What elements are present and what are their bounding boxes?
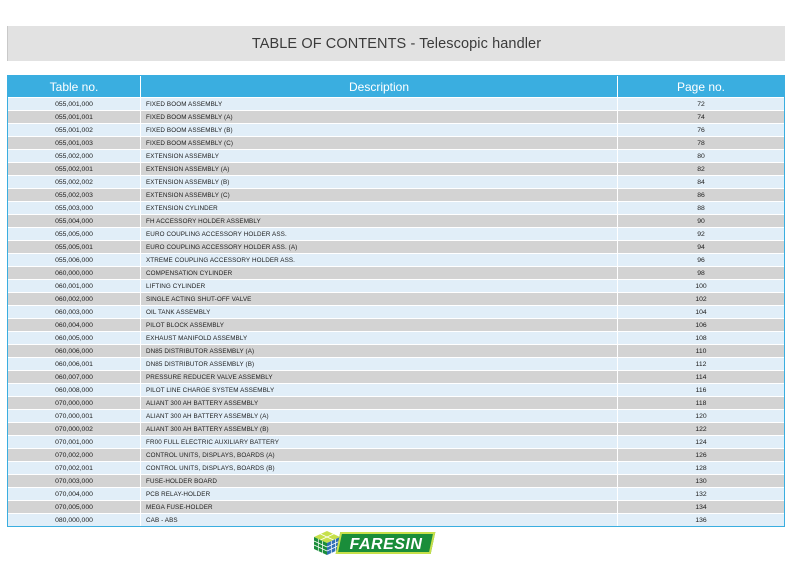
page-no-cell: 124 bbox=[695, 438, 707, 446]
page-no-cell: 106 bbox=[695, 321, 707, 329]
table-row bbox=[8, 97, 784, 110]
table-no-cell: 060,001,000 bbox=[55, 282, 93, 290]
page-no-cell: 72 bbox=[697, 100, 705, 108]
table-row bbox=[8, 214, 784, 227]
page-no-cell: 88 bbox=[697, 204, 705, 212]
table-no-cell: 070,002,000 bbox=[55, 451, 93, 459]
description-cell: LIFTING CYLINDER bbox=[140, 280, 618, 292]
table-row bbox=[8, 500, 784, 513]
table-row bbox=[8, 201, 784, 214]
page-no-cell: 134 bbox=[695, 503, 707, 511]
description-cell: FIXED BOOM ASSEMBLY (B) bbox=[140, 124, 618, 136]
description-cell: PILOT LINE CHARGE SYSTEM ASSEMBLY bbox=[140, 384, 618, 396]
page-no-cell: 86 bbox=[697, 191, 705, 199]
table-row bbox=[8, 253, 784, 266]
table-no-cell: 070,004,000 bbox=[55, 490, 93, 498]
table-row bbox=[8, 396, 784, 409]
table-no-cell: 060,002,000 bbox=[55, 295, 93, 303]
page-no-cell: 98 bbox=[697, 269, 705, 277]
description-cell: CAB - ABS bbox=[140, 514, 618, 526]
description-cell: PRESSURE REDUCER VALVE ASSEMBLY bbox=[140, 371, 618, 383]
page-no-cell: 74 bbox=[697, 113, 705, 121]
logo-wordmark bbox=[336, 532, 436, 554]
description-cell: FUSE-HOLDER BOARD bbox=[140, 475, 618, 487]
table-no-cell: 055,004,000 bbox=[55, 217, 93, 225]
page-no-cell: 92 bbox=[697, 230, 705, 238]
description-cell: FIXED BOOM ASSEMBLY bbox=[140, 98, 618, 110]
description-cell: EXTENSION ASSEMBLY bbox=[140, 150, 618, 162]
header-page-no: Page no. bbox=[676, 79, 726, 94]
page-no-cell: 76 bbox=[697, 126, 705, 134]
description-cell: EXHAUST MANIFOLD ASSEMBLY bbox=[140, 332, 618, 344]
description-cell: CONTROL UNITS, DISPLAYS, BOARDS (B) bbox=[140, 462, 618, 474]
table-header bbox=[8, 76, 784, 97]
table-row bbox=[8, 422, 784, 435]
table-row bbox=[8, 162, 784, 175]
page-no-cell: 122 bbox=[695, 425, 707, 433]
page-no-cell: 108 bbox=[695, 334, 707, 342]
table-row bbox=[8, 331, 784, 344]
table-no-cell: 070,000,000 bbox=[55, 399, 93, 407]
table-row bbox=[8, 474, 784, 487]
table-no-cell: 055,001,001 bbox=[55, 113, 93, 121]
description-cell: SINGLE ACTING SHUT-OFF VALVE bbox=[140, 293, 618, 305]
table-row bbox=[8, 344, 784, 357]
page-no-cell: 120 bbox=[695, 412, 707, 420]
description-cell: OIL TANK ASSEMBLY bbox=[140, 306, 618, 318]
page-no-cell: 136 bbox=[695, 516, 707, 524]
table-no-cell: 060,008,000 bbox=[55, 386, 93, 394]
page-no-cell: 130 bbox=[695, 477, 707, 485]
description-cell: EXTENSION ASSEMBLY (A) bbox=[140, 163, 618, 175]
page-no-cell: 78 bbox=[697, 139, 705, 147]
table-no-cell: 080,000,000 bbox=[55, 516, 93, 524]
table-no-cell: 070,002,001 bbox=[55, 464, 93, 472]
page-no-cell: 82 bbox=[697, 165, 705, 173]
table-no-cell: 055,001,003 bbox=[55, 139, 93, 147]
faresin-logo bbox=[312, 530, 446, 556]
description-cell: XTREME COUPLING ACCESSORY HOLDER ASS. bbox=[140, 254, 618, 266]
page-no-cell: 80 bbox=[697, 152, 705, 160]
description-cell: PILOT BLOCK ASSEMBLY bbox=[140, 319, 618, 331]
description-cell: PCB RELAY-HOLDER bbox=[140, 488, 618, 500]
page-no-cell: 112 bbox=[695, 360, 707, 368]
description-cell: DN85 DISTRIBUTOR ASSEMBLY (B) bbox=[140, 358, 618, 370]
table-row bbox=[8, 227, 784, 240]
table-row bbox=[8, 461, 784, 474]
description-cell: FIXED BOOM ASSEMBLY (C) bbox=[140, 137, 618, 149]
table-row bbox=[8, 175, 784, 188]
table-no-cell: 070,003,000 bbox=[55, 477, 93, 485]
header-description: Description bbox=[140, 76, 618, 97]
table-no-cell: 070,000,001 bbox=[55, 412, 93, 420]
table-row bbox=[8, 292, 784, 305]
description-cell: DN85 DISTRIBUTOR ASSEMBLY (A) bbox=[140, 345, 618, 357]
page-no-cell: 114 bbox=[695, 373, 707, 381]
table-body bbox=[8, 97, 784, 526]
page-no-cell: 128 bbox=[695, 464, 707, 472]
description-cell: EURO COUPLING ACCESSORY HOLDER ASS. bbox=[140, 228, 618, 240]
page-no-cell: 102 bbox=[695, 295, 707, 303]
description-cell: EXTENSION ASSEMBLY (B) bbox=[140, 176, 618, 188]
description-cell: EXTENSION CYLINDER bbox=[140, 202, 618, 214]
description-cell: MEGA FUSE-HOLDER bbox=[140, 501, 618, 513]
table-row bbox=[8, 149, 784, 162]
table-no-cell: 055,002,003 bbox=[55, 191, 93, 199]
table-no-cell: 060,004,000 bbox=[55, 321, 93, 329]
table-no-cell: 070,005,000 bbox=[55, 503, 93, 511]
table-row bbox=[8, 383, 784, 396]
description-cell: EURO COUPLING ACCESSORY HOLDER ASS. (A) bbox=[140, 241, 618, 253]
description-cell: FIXED BOOM ASSEMBLY (A) bbox=[140, 111, 618, 123]
table-row bbox=[8, 136, 784, 149]
page-no-cell: 90 bbox=[697, 217, 705, 225]
table-no-cell: 060,007,000 bbox=[55, 373, 93, 381]
table-no-cell: 060,005,000 bbox=[55, 334, 93, 342]
table-no-cell: 055,006,000 bbox=[55, 256, 93, 264]
table-row bbox=[8, 370, 784, 383]
table-no-cell: 055,002,000 bbox=[55, 152, 93, 160]
page-no-cell: 116 bbox=[695, 386, 707, 394]
table-no-cell: 070,000,002 bbox=[55, 425, 93, 433]
page-no-cell: 104 bbox=[695, 308, 707, 316]
table-no-cell: 055,005,000 bbox=[55, 230, 93, 238]
table-row bbox=[8, 266, 784, 279]
table-no-cell: 060,006,000 bbox=[55, 347, 93, 355]
table-row bbox=[8, 123, 784, 136]
table-row bbox=[8, 305, 784, 318]
description-cell: FR00 FULL ELECTRIC AUXILIARY BATTERY bbox=[140, 436, 618, 448]
description-cell: ALIANT 300 AH BATTERY ASSEMBLY (A) bbox=[140, 410, 618, 422]
description-cell: ALIANT 300 AH BATTERY ASSEMBLY bbox=[140, 397, 618, 409]
table-no-cell: 060,006,001 bbox=[55, 360, 93, 368]
table-no-cell: 055,002,002 bbox=[55, 178, 93, 186]
page-no-cell: 96 bbox=[697, 256, 705, 264]
page-no-cell: 94 bbox=[697, 243, 705, 251]
header-table-no: Table no. bbox=[49, 79, 99, 94]
table-row bbox=[8, 318, 784, 331]
table-no-cell: 055,002,001 bbox=[55, 165, 93, 173]
page-no-cell: 100 bbox=[695, 282, 707, 290]
page-no-cell: 132 bbox=[695, 490, 707, 498]
table-no-cell: 055,003,000 bbox=[55, 204, 93, 212]
table-row bbox=[8, 240, 784, 253]
description-cell: EXTENSION ASSEMBLY (C) bbox=[140, 189, 618, 201]
logo-text: FARESIN bbox=[349, 536, 423, 553]
description-cell: ALIANT 300 AH BATTERY ASSEMBLY (B) bbox=[140, 423, 618, 435]
table-row bbox=[8, 435, 784, 448]
description-cell: COMPENSATION CYLINDER bbox=[140, 267, 618, 279]
title-bar bbox=[7, 26, 785, 61]
table-of-contents bbox=[7, 75, 785, 527]
table-row bbox=[8, 110, 784, 123]
page-title: TABLE OF CONTENTS - Telescopic handler bbox=[251, 35, 542, 52]
description-cell: CONTROL UNITS, DISPLAYS, BOARDS (A) bbox=[140, 449, 618, 461]
table-no-cell: 060,000,000 bbox=[55, 269, 93, 277]
table-row bbox=[8, 487, 784, 500]
page-no-cell: 126 bbox=[695, 451, 707, 459]
table-row bbox=[8, 513, 784, 526]
table-row bbox=[8, 357, 784, 370]
table-row bbox=[8, 188, 784, 201]
table-row bbox=[8, 279, 784, 292]
table-no-cell: 060,003,000 bbox=[55, 308, 93, 316]
table-row bbox=[8, 409, 784, 422]
table-row bbox=[8, 448, 784, 461]
page-no-cell: 118 bbox=[695, 399, 707, 407]
table-no-cell: 055,001,000 bbox=[55, 100, 93, 108]
page-no-cell: 110 bbox=[695, 347, 707, 355]
page-no-cell: 84 bbox=[697, 178, 705, 186]
table-no-cell: 070,001,000 bbox=[55, 438, 93, 446]
description-cell: FH ACCESSORY HOLDER ASSEMBLY bbox=[140, 215, 618, 227]
table-no-cell: 055,005,001 bbox=[55, 243, 93, 251]
table-no-cell: 055,001,002 bbox=[55, 126, 93, 134]
